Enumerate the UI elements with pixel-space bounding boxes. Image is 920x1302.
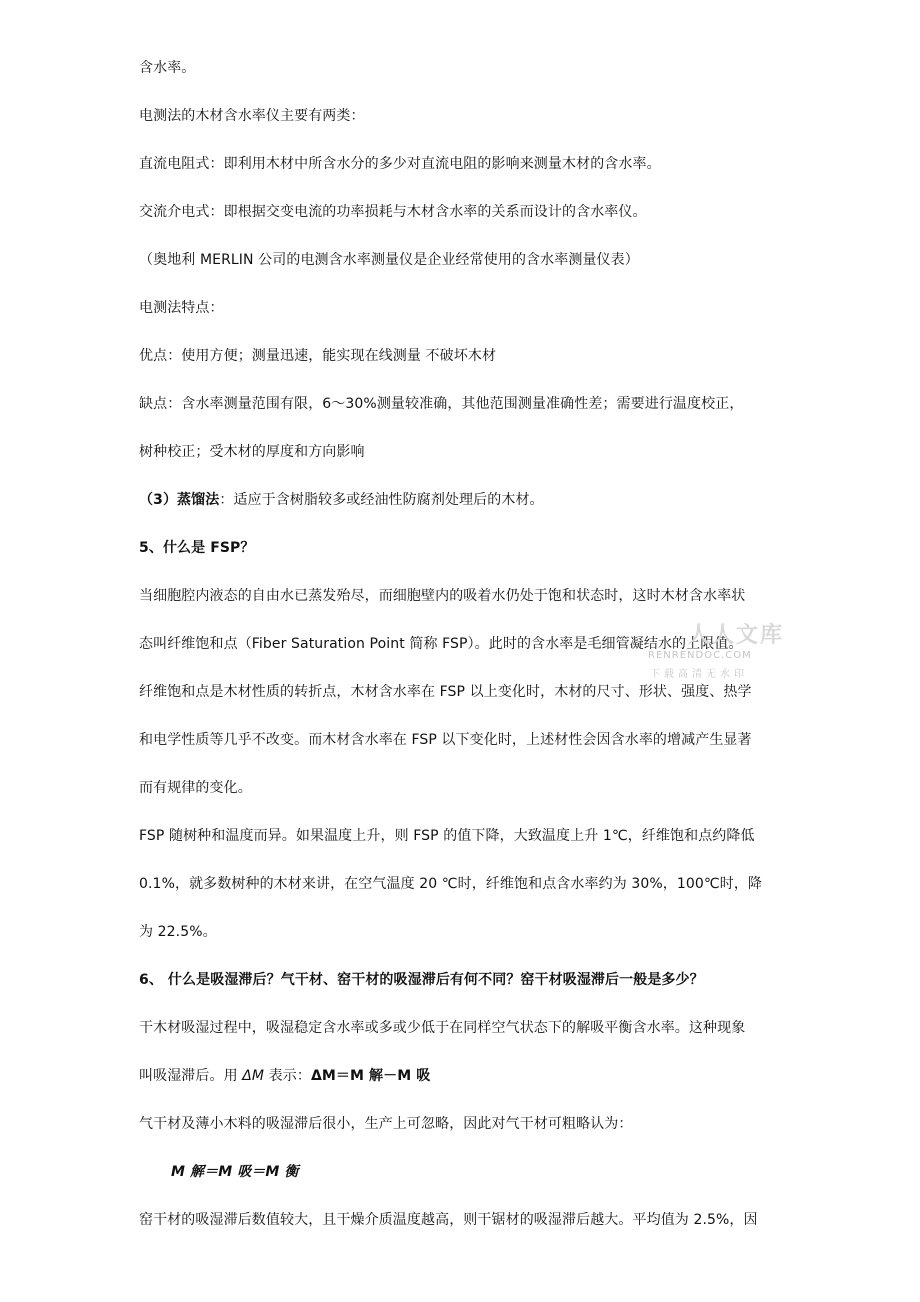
distillation-text: ：适应于含树脂较多或经油性防腐剂处理后的木材。 [219,492,544,508]
watermark-title: 人人文库 [688,622,785,648]
watermark-subtitle: 下载高清无水印 [650,669,748,680]
distillation-label: （3）蒸馏法 [139,492,220,508]
section-heading-q5: 5、什么是 FSP？ [139,540,255,556]
paragraph-line: 0.1%，就多数树种的木材来讲，在空气温度 20 ℃时，纤维饱和点含水率约为 30%，100℃时，降 [139,876,763,892]
formula-line-prefix: 叫吸湿滞后。用 [139,1068,243,1084]
paragraph-line: 窑干材的吸湿滞后数值较大，且干燥介质温度越高，则干锯材的吸湿滞后越大。平均值为 2.5%，因 [139,1212,758,1228]
hysteresis-formula: ΔM＝M 解－M 吸 [310,1068,431,1084]
paragraph-line: 含水率。 [139,60,196,76]
paragraph-line: 而有规律的变化。 [139,780,252,796]
paragraph-line: （奥地利 MERLIN 公司的电测含水率测量仪是企业经常使用的含水率测量仪表） [139,252,639,268]
paragraph-line: 干木材吸湿过程中，吸湿稳定含水率或多或少低于在同样空气状态下的解吸平衡含水率。这种现象 [139,1020,746,1036]
paragraph-line: 树种校正；受木材的厚度和方向影响 [139,444,365,460]
paragraph-line: 直流电阻式：即利用木材中所含水分的多少对直流电阻的影响来测量木材的含水率。 [139,156,661,172]
paragraph-line: 电测法特点： [139,300,224,316]
equilibrium-formula: M 解＝M 吸＝M 衡 [171,1164,299,1180]
formula-line [139,1066,790,1086]
paragraph-line: FSP 随树种和温度而异。如果温度上升，则 FSP 的值下降，大致温度上升 1℃，纤维饱和点约降低 [139,828,755,844]
paragraph-line: 气干材及薄小木料的吸湿滞后很小，生产上可忽略，因此对气干材可粗略认为： [139,1116,633,1132]
paragraph-line: 为 22.5%。 [139,924,217,940]
paragraph-line: 和电学性质等几乎不改变。而木材含水率在 FSP 以下变化时，上述材性会因含水率的增减产生显著 [139,732,752,748]
paragraph-line: 当细胞腔内液态的自由水已蒸发殆尽，而细胞壁内的吸着水仍处于饱和状态时，这时木材含水率状 [139,588,746,604]
paragraph-line: 交流介电式：即根据交变电流的功率损耗与木材含水率的关系而设计的含水率仪。 [139,204,647,220]
watermark-domain: RENRENDOC.COM [648,650,752,661]
paragraph-line: 态叫纤维饱和点（Fiber Saturation Point 简称 FSP）。此时的含水率是毛细管凝结水的上限值。 [139,636,743,652]
paragraph-line: 纤维饱和点是木材性质的转折点，木材含水率在 FSP 以上变化时，木材的尺寸、形状、强度、热学 [139,684,752,700]
distillation-line [139,490,790,510]
paragraph-line: 优点：使用方便；测量迅速，能实现在线测量 不破坏木材 [139,348,497,364]
formula-line-mid: 表示： [264,1068,311,1084]
paragraph-line: 缺点：含水率测量范围有限，6～30%测量较准确，其他范围测量准确性差；需要进行温度校正， [139,396,744,412]
delta-m-symbol: ΔM [242,1068,265,1084]
section-heading-q6: 6、 什么是吸湿滞后？气干材、窑干材的吸湿滞后有何不同？窑干材吸湿滞后一般是多少？ [139,972,704,988]
paragraph-line: 电测法的木材含水率仪主要有两类： [139,108,365,124]
